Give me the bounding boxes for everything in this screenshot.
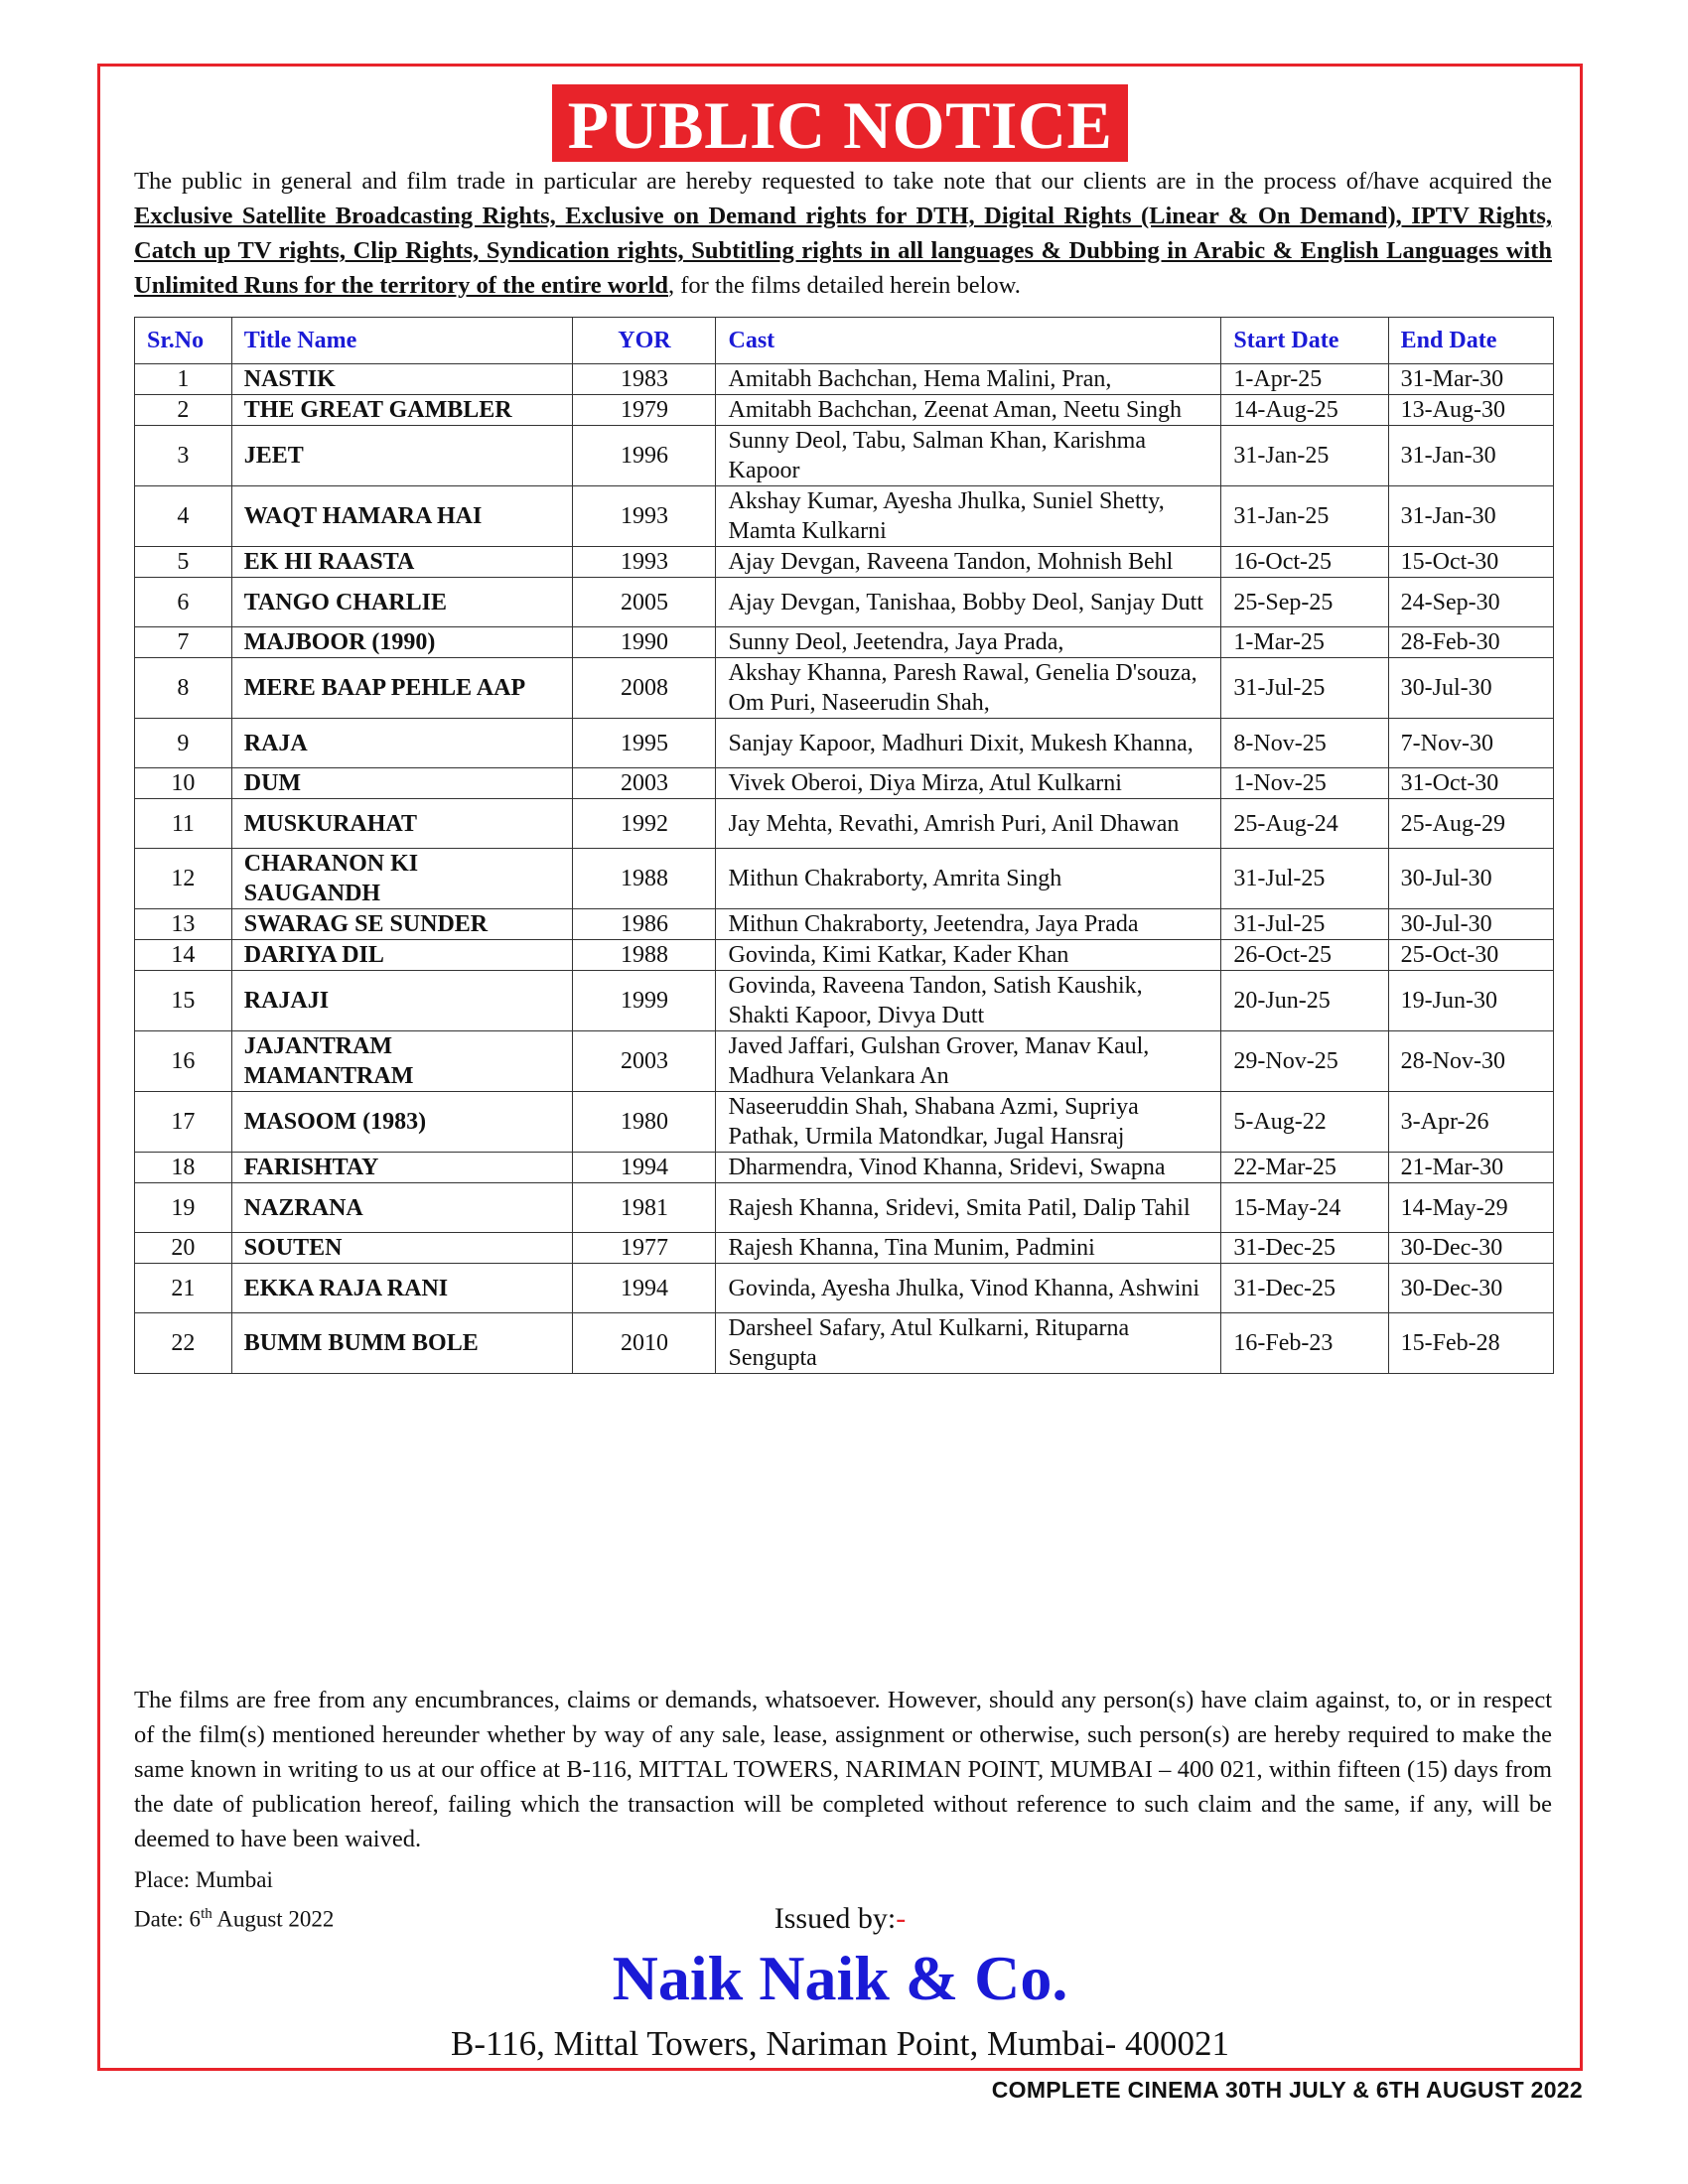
- cell-end-date: 7-Nov-30: [1388, 719, 1553, 768]
- table-row: [135, 940, 1554, 971]
- cell-start-date: 16-Feb-23: [1221, 1313, 1388, 1374]
- cell-cast: Akshay Kumar, Ayesha Jhulka, Suniel Shetty, Mamta Kulkarni: [716, 486, 1221, 547]
- firm-address: B-116, Mittal Towers, Nariman Point, Mumbai- 400021: [450, 2024, 1229, 2063]
- cell-title: MERE BAAP PEHLE AAP: [231, 658, 573, 719]
- cell-yor: 1980: [573, 1092, 716, 1153]
- table-row: [135, 486, 1554, 547]
- header-end: End Date: [1388, 318, 1553, 364]
- cell-start-date: 5-Aug-22: [1221, 1092, 1388, 1153]
- cell-cast: Amitabh Bachchan, Zeenat Aman, Neetu Singh: [716, 395, 1221, 426]
- cell-cast: Ajay Devgan, Tanishaa, Bobby Deol, Sanjay Dutt: [716, 578, 1221, 627]
- cell-yor: 1993: [573, 547, 716, 578]
- cell-end-date: 31-Oct-30: [1388, 768, 1553, 799]
- cell-end-date: 31-Jan-30: [1388, 426, 1553, 486]
- cell-start-date: 25-Sep-25: [1221, 578, 1388, 627]
- table-row: [135, 1233, 1554, 1264]
- table-row: [135, 658, 1554, 719]
- cell-srno: 19: [135, 1183, 232, 1233]
- cell-cast: Akshay Khanna, Paresh Rawal, Genelia D'souza, Om Puri, Naseerudin Shah,: [716, 658, 1221, 719]
- issued-by-dash: -: [896, 1902, 907, 1935]
- cell-yor: 2003: [573, 768, 716, 799]
- cell-srno: 9: [135, 719, 232, 768]
- table-row: [135, 578, 1554, 627]
- cell-title: THE GREAT GAMBLER: [231, 395, 573, 426]
- cell-yor: 1983: [573, 364, 716, 395]
- cell-yor: 1992: [573, 799, 716, 849]
- cell-end-date: 31-Jan-30: [1388, 486, 1553, 547]
- cell-yor: 1981: [573, 1183, 716, 1233]
- cell-end-date: 15-Feb-28: [1388, 1313, 1553, 1374]
- cell-cast: Javed Jaffari, Gulshan Grover, Manav Kaul, Madhura Velankara An: [716, 1031, 1221, 1092]
- cell-yor: 2005: [573, 578, 716, 627]
- cell-end-date: 19-Jun-30: [1388, 971, 1553, 1031]
- table-row: [135, 547, 1554, 578]
- cell-yor: 2010: [573, 1313, 716, 1374]
- cell-title: DUM: [231, 768, 573, 799]
- cell-start-date: 31-Jan-25: [1221, 486, 1388, 547]
- cell-yor: 1995: [573, 719, 716, 768]
- cell-start-date: 31-Jul-25: [1221, 849, 1388, 909]
- table-row: [135, 799, 1554, 849]
- cell-srno: 1: [135, 364, 232, 395]
- cell-yor: 2003: [573, 1031, 716, 1092]
- cell-end-date: 30-Dec-30: [1388, 1264, 1553, 1313]
- cell-title: MAJBOOR (1990): [231, 627, 573, 658]
- cell-srno: 6: [135, 578, 232, 627]
- table-row: [135, 719, 1554, 768]
- table-row: [135, 1092, 1554, 1153]
- table-row: [135, 1183, 1554, 1233]
- cell-end-date: 24-Sep-30: [1388, 578, 1553, 627]
- cell-title: FARISHTAY: [231, 1153, 573, 1183]
- cell-srno: 4: [135, 486, 232, 547]
- cell-srno: 16: [135, 1031, 232, 1092]
- cell-end-date: 13-Aug-30: [1388, 395, 1553, 426]
- cell-title: CHARANON KI SAUGANDH: [231, 849, 573, 909]
- cell-srno: 17: [135, 1092, 232, 1153]
- cell-yor: 1996: [573, 426, 716, 486]
- cell-title: BUMM BUMM BOLE: [231, 1313, 573, 1374]
- cell-yor: 1994: [573, 1264, 716, 1313]
- cell-end-date: 30-Jul-30: [1388, 909, 1553, 940]
- place-line: Place: Mumbai: [134, 1867, 273, 1892]
- title-wrap: [100, 84, 1580, 162]
- table-row: [135, 849, 1554, 909]
- cell-srno: 22: [135, 1313, 232, 1374]
- cell-title: SOUTEN: [231, 1233, 573, 1264]
- table-row: [135, 1313, 1554, 1374]
- cell-start-date: 31-Jul-25: [1221, 909, 1388, 940]
- cell-cast: Rajesh Khanna, Tina Munim, Padmini: [716, 1233, 1221, 1264]
- cell-title: MUSKURAHAT: [231, 799, 573, 849]
- cell-title: TANGO CHARLIE: [231, 578, 573, 627]
- cell-srno: 5: [135, 547, 232, 578]
- intro-paragraph: [134, 164, 1552, 303]
- issued-by-label: Issued by:: [774, 1902, 897, 1935]
- cell-srno: 12: [135, 849, 232, 909]
- cell-srno: 21: [135, 1264, 232, 1313]
- intro-prefix: The public in general and film trade in particular are hereby requested to take note that our clients are in the process of/have acquired the: [134, 168, 1552, 195]
- table-row: [135, 426, 1554, 486]
- cell-start-date: 15-May-24: [1221, 1183, 1388, 1233]
- cell-start-date: 22-Mar-25: [1221, 1153, 1388, 1183]
- cell-start-date: 20-Jun-25: [1221, 971, 1388, 1031]
- cell-yor: 1977: [573, 1233, 716, 1264]
- header-yor: YOR: [573, 318, 716, 364]
- cell-title: MASOOM (1983): [231, 1092, 573, 1153]
- cell-cast: Sunny Deol, Tabu, Salman Khan, Karishma Kapoor: [716, 426, 1221, 486]
- header-cast: Cast: [716, 318, 1221, 364]
- cell-srno: 2: [135, 395, 232, 426]
- cell-srno: 11: [135, 799, 232, 849]
- intro-rights: Exclusive Satellite Broadcasting Rights, Exclusive on Demand rights for DTH, Digital Rights (Linear & On Demand), IPTV Rights, Catch up TV rights, Clip Rights, Syndication rights, Subtitling rights in all languages & Dubbing in Arabic & English Languages with Unlimited Runs for the territory of the entire world: [134, 203, 1552, 299]
- cell-end-date: 3-Apr-26: [1388, 1092, 1553, 1153]
- header-start: Start Date: [1221, 318, 1388, 364]
- cell-title: JEET: [231, 426, 573, 486]
- cell-srno: 20: [135, 1233, 232, 1264]
- cell-start-date: 31-Jul-25: [1221, 658, 1388, 719]
- cell-cast: Mithun Chakraborty, Amrita Singh: [716, 849, 1221, 909]
- cell-title: RAJA: [231, 719, 573, 768]
- cell-yor: 2008: [573, 658, 716, 719]
- cell-title: NAZRANA: [231, 1183, 573, 1233]
- cell-start-date: 8-Nov-25: [1221, 719, 1388, 768]
- cell-end-date: 31-Mar-30: [1388, 364, 1553, 395]
- cell-title: WAQT HAMARA HAI: [231, 486, 573, 547]
- cell-srno: 7: [135, 627, 232, 658]
- cell-srno: 18: [135, 1153, 232, 1183]
- cell-title: JAJANTRAM MAMANTRAM: [231, 1031, 573, 1092]
- firm-name: Naik Naik & Co.: [612, 1943, 1068, 2013]
- cell-cast: Jay Mehta, Revathi, Amrish Puri, Anil Dhawan: [716, 799, 1221, 849]
- table-row: [135, 395, 1554, 426]
- closing-paragraph: The films are free from any encumbrances, claims or demands, whatsoever. However, should any person(s) have claim against, to, or in respect of the film(s) mentioned hereunder whether by way of any sale, lease, assignment or otherwise, such person(s) are hereby required to make the same known in writing to us at our office at B-116, MITTAL TOWERS, NARIMAN POINT, MUMBAI – 400 021, within fifteen (15) days from the date of publication hereof, failing which the transaction will be completed without reference to such claim and the same, if any, will be deemed to have been waived.: [134, 1687, 1552, 1852]
- cell-cast: Govinda, Raveena Tandon, Satish Kaushik, Shakti Kapoor, Divya Dutt: [716, 971, 1221, 1031]
- issued-by: [100, 1899, 1580, 1939]
- cell-end-date: 30-Jul-30: [1388, 849, 1553, 909]
- cell-start-date: 1-Apr-25: [1221, 364, 1388, 395]
- cell-start-date: 16-Oct-25: [1221, 547, 1388, 578]
- cell-end-date: 25-Oct-30: [1388, 940, 1553, 971]
- cell-start-date: 14-Aug-25: [1221, 395, 1388, 426]
- cell-end-date: 28-Feb-30: [1388, 627, 1553, 658]
- cell-start-date: 1-Nov-25: [1221, 768, 1388, 799]
- films-table-body: [135, 364, 1554, 1374]
- cell-cast: Dharmendra, Vinod Khanna, Sridevi, Swapna: [716, 1153, 1221, 1183]
- cell-cast: Ajay Devgan, Raveena Tandon, Mohnish Behl: [716, 547, 1221, 578]
- cell-end-date: 28-Nov-30: [1388, 1031, 1553, 1092]
- cell-title: EKKA RAJA RANI: [231, 1264, 573, 1313]
- films-table: [134, 317, 1554, 1374]
- cell-srno: 10: [135, 768, 232, 799]
- cell-srno: 14: [135, 940, 232, 971]
- date-suffix: August 2022: [211, 1906, 335, 1932]
- date-prefix: Date: 6: [134, 1906, 202, 1932]
- table-row: [135, 1153, 1554, 1183]
- header-title: Title Name: [231, 318, 573, 364]
- cell-title: EK HI RAASTA: [231, 547, 573, 578]
- date-sup: th: [201, 1906, 212, 1922]
- cell-start-date: 31-Dec-25: [1221, 1233, 1388, 1264]
- cell-cast: Sanjay Kapoor, Madhuri Dixit, Mukesh Khanna,: [716, 719, 1221, 768]
- cell-end-date: 30-Dec-30: [1388, 1233, 1553, 1264]
- table-row: [135, 1264, 1554, 1313]
- cell-cast: Govinda, Kimi Katkar, Kader Khan: [716, 940, 1221, 971]
- cell-start-date: 31-Dec-25: [1221, 1264, 1388, 1313]
- cell-end-date: 21-Mar-30: [1388, 1153, 1553, 1183]
- cell-cast: Rajesh Khanna, Sridevi, Smita Patil, Dalip Tahil: [716, 1183, 1221, 1233]
- cell-title: DARIYA DIL: [231, 940, 573, 971]
- cell-yor: 1988: [573, 849, 716, 909]
- cell-start-date: 25-Aug-24: [1221, 799, 1388, 849]
- notice-title: PUBLIC NOTICE: [552, 84, 1129, 162]
- cell-yor: 1988: [573, 940, 716, 971]
- table-header-row: [135, 318, 1554, 364]
- cell-cast: Amitabh Bachchan, Hema Malini, Pran,: [716, 364, 1221, 395]
- cell-srno: 13: [135, 909, 232, 940]
- cell-start-date: 29-Nov-25: [1221, 1031, 1388, 1092]
- cell-cast: Darsheel Safary, Atul Kulkarni, Rituparna Sengupta: [716, 1313, 1221, 1374]
- cell-yor: 1990: [573, 627, 716, 658]
- table-row: [135, 627, 1554, 658]
- cell-start-date: 1-Mar-25: [1221, 627, 1388, 658]
- intro-suffix: , for the films detailed herein below.: [668, 272, 1021, 299]
- cell-end-date: 14-May-29: [1388, 1183, 1553, 1233]
- cell-start-date: 26-Oct-25: [1221, 940, 1388, 971]
- cell-yor: 1993: [573, 486, 716, 547]
- table-row: [135, 768, 1554, 799]
- cell-end-date: 25-Aug-29: [1388, 799, 1553, 849]
- cell-yor: 1979: [573, 395, 716, 426]
- header-srno: Sr.No: [135, 318, 232, 364]
- cell-cast: Sunny Deol, Jeetendra, Jaya Prada,: [716, 627, 1221, 658]
- publication-footer: COMPLETE CINEMA 30TH JULY & 6TH AUGUST 2022: [991, 2077, 1583, 2103]
- cell-srno: 3: [135, 426, 232, 486]
- table-row: [135, 364, 1554, 395]
- table-row: [135, 1031, 1554, 1092]
- cell-cast: Govinda, Ayesha Jhulka, Vinod Khanna, Ashwini: [716, 1264, 1221, 1313]
- cell-yor: 1994: [573, 1153, 716, 1183]
- cell-srno: 15: [135, 971, 232, 1031]
- table-row: [135, 971, 1554, 1031]
- notice-frame: [97, 64, 1583, 2071]
- cell-title: RAJAJI: [231, 971, 573, 1031]
- cell-end-date: 15-Oct-30: [1388, 547, 1553, 578]
- cell-cast: Mithun Chakraborty, Jeetendra, Jaya Prada: [716, 909, 1221, 940]
- cell-cast: Vivek Oberoi, Diya Mirza, Atul Kulkarni: [716, 768, 1221, 799]
- cell-end-date: 30-Jul-30: [1388, 658, 1553, 719]
- cell-title: NASTIK: [231, 364, 573, 395]
- cell-start-date: 31-Jan-25: [1221, 426, 1388, 486]
- cell-srno: 8: [135, 658, 232, 719]
- cell-yor: 1999: [573, 971, 716, 1031]
- cell-cast: Naseeruddin Shah, Shabana Azmi, Supriya Pathak, Urmila Matondkar, Jugal Hansraj: [716, 1092, 1221, 1153]
- cell-title: SWARAG SE SUNDER: [231, 909, 573, 940]
- cell-yor: 1986: [573, 909, 716, 940]
- table-row: [135, 909, 1554, 940]
